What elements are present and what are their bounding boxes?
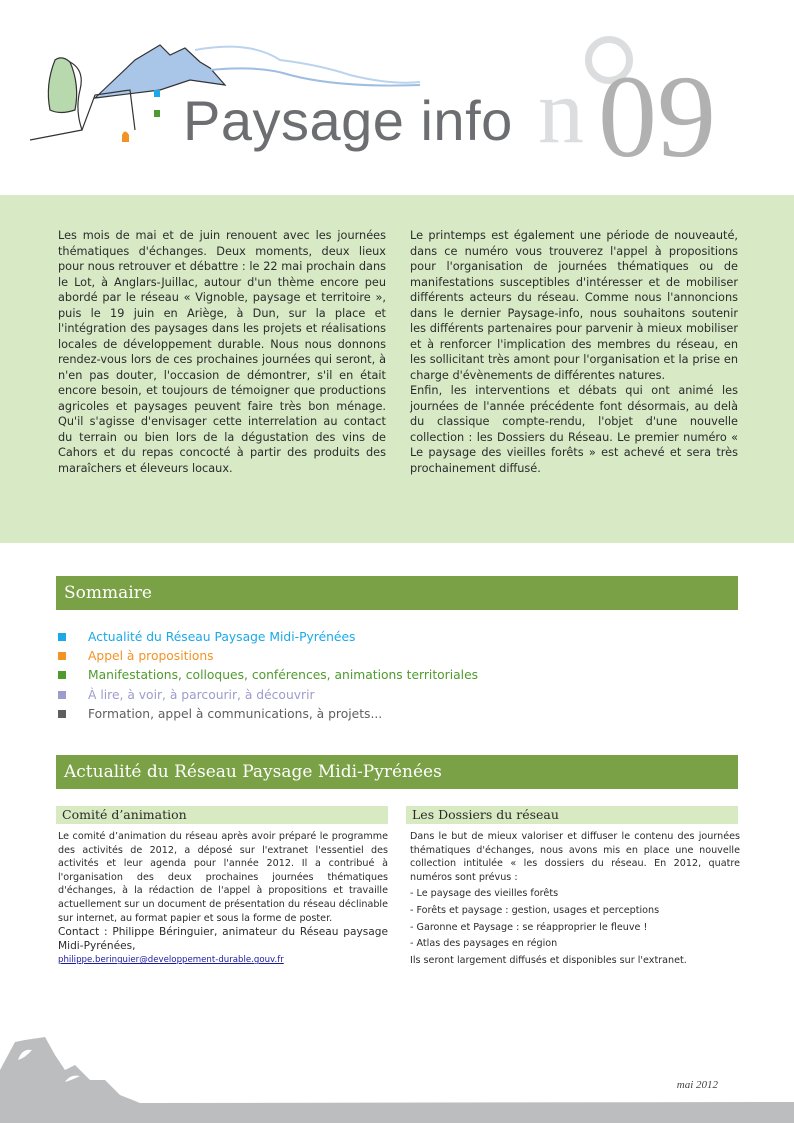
newsletter-title: Paysage info [183, 89, 513, 152]
table-of-contents [58, 627, 478, 723]
comite-section [58, 830, 388, 968]
issue-prefix: n [538, 60, 584, 162]
dossiers-list-item: - Atlas des paysages en région [410, 938, 558, 950]
intro-right-text-2: Enfin, les interventions et débats qui ont animé les journées de l'année précédente font désormais, au delà du classique compte-rendu, l'objet d'une nouvelle collection : les Dossiers du Réseau. Le premier numéro « Le paysage des vieilles forêts » est achevé et sera très prochainement diffusé. [410, 384, 738, 475]
dossiers-list-item: - Garonne et Paysage : se réapproprier le fleuve ! [410, 921, 648, 933]
footer-mountain-band [0, 1020, 794, 1123]
toc-item[interactable] [58, 646, 478, 665]
footer-date: mai 2012 [676, 1079, 718, 1091]
intro-left-column [58, 228, 386, 476]
issue-number: 09 [598, 51, 716, 182]
bullet-square-icon [58, 691, 66, 699]
dossiers-heading: Les Dossiers du réseau [406, 806, 738, 824]
intro-right-text-1: Le printemps est également une période de nouveauté, dans ce numéro vous trouverez l'appel à propositions pour l'organisation de journées thématiques ou de manifestations susceptibles d'intéresser et de mobiliser différents acteurs du réseau. Comme nous l'annoncions dans le dernier Paysage-info, nous souhaitons soutenir les différents partenaires pour parvenir à mieux mobiliser et à renforcer l'implication des membres du réseau, en les sollicitant très amont pour l'organisation et la prise en charge d'évènements de différentes natures. [410, 229, 738, 382]
bullet-square-icon [58, 633, 66, 641]
sommaire-heading: Sommaire [56, 576, 738, 610]
comite-body: Le comité d’animation du réseau après avoir préparé le programme des activités de 2012, a déposé sur l'extranet l'essentiel des activités et leur agenda pour l'année 2012. Il a contribué à l'organisation des deux prochaines journées thématiques d'échanges, à la rédaction de l'appel à propositions et travaille actuellement sur un document de présentation du réseau déclinable sur internet, au format papier et sous la forme de poster. [58, 831, 388, 924]
toc-item-label: Manifestations, colloques, conférences, animations territoriales [88, 668, 479, 683]
dossiers-body: Dans le but de mieux valoriser et diffuser le contenu des journées thématiques d'échanges, nous avons mis en place une nouvelle collection intitulée « les dossiers du réseau. En 2012, quatre numéros sont prévus : [410, 831, 740, 883]
dossiers-closing: Ils seront largement diffusés et disponibles sur l'extranet. [410, 954, 687, 966]
contact-email-link[interactable]: philippe.beringuier@developpement-durable.gouv.fr [58, 955, 284, 966]
intro-left-text: Les mois de mai et de juin renouent avec les journées thématiques d'échanges. Deux moments, deux lieux pour nous retrouver et débattre : le 22 mai prochain dans le Lot, à Anglars-Juillac, autour d'un thème encore peu abordé par le réseau « Vignoble, paysage et territoire », puis le 19 juin en Ariège, à Dun, sur la place et l'intégration des paysages dans les projets et réalisations locales de développement durable. Nous nous donnons rendez-vous lors de ces prochaines journées qui seront, à n'en pas douter, l'occasion de démontrer, s'il en était encore besoin, et toujours de témoigner que productions agricoles et paysages peuvent faire très bon ménage. Qu'il s'agisse d'envisager cette interrelation au contact du terrain ou bien lors de la dégustation des vins de Cahors et du repas concocté à partir des produits des maraîchers et éleveurs locaux. [58, 229, 386, 475]
toc-item[interactable] [58, 685, 478, 704]
dossiers-section [410, 830, 740, 967]
bullet-square-icon [58, 671, 66, 679]
toc-item[interactable] [58, 666, 478, 685]
comite-heading: Comité d’animation [56, 806, 388, 824]
toc-item[interactable] [58, 704, 478, 723]
intro-right-column [410, 228, 738, 476]
comite-contact: Contact : Philippe Béringuier, animateur du Réseau paysage Midi-Pyrénées, [58, 926, 388, 953]
actualite-heading: Actualité du Réseau Paysage Midi-Pyrénées [56, 755, 738, 789]
toc-item-label: Actualité du Réseau Paysage Midi-Pyrénées [88, 629, 356, 644]
bullet-square-icon [58, 652, 66, 660]
toc-item-label: Appel à propositions [88, 648, 214, 663]
bullet-square-icon [58, 710, 66, 718]
dossiers-list-item: - Forêts et paysage : gestion, usages et perceptions [410, 904, 660, 916]
toc-item[interactable] [58, 627, 478, 646]
toc-item-label: À lire, à voir, à parcourir, à découvrir [88, 687, 315, 702]
toc-item-label: Formation, appel à communications, à projets... [88, 706, 383, 721]
dossiers-list-item: - Le paysage des vieilles forêts [410, 888, 559, 900]
